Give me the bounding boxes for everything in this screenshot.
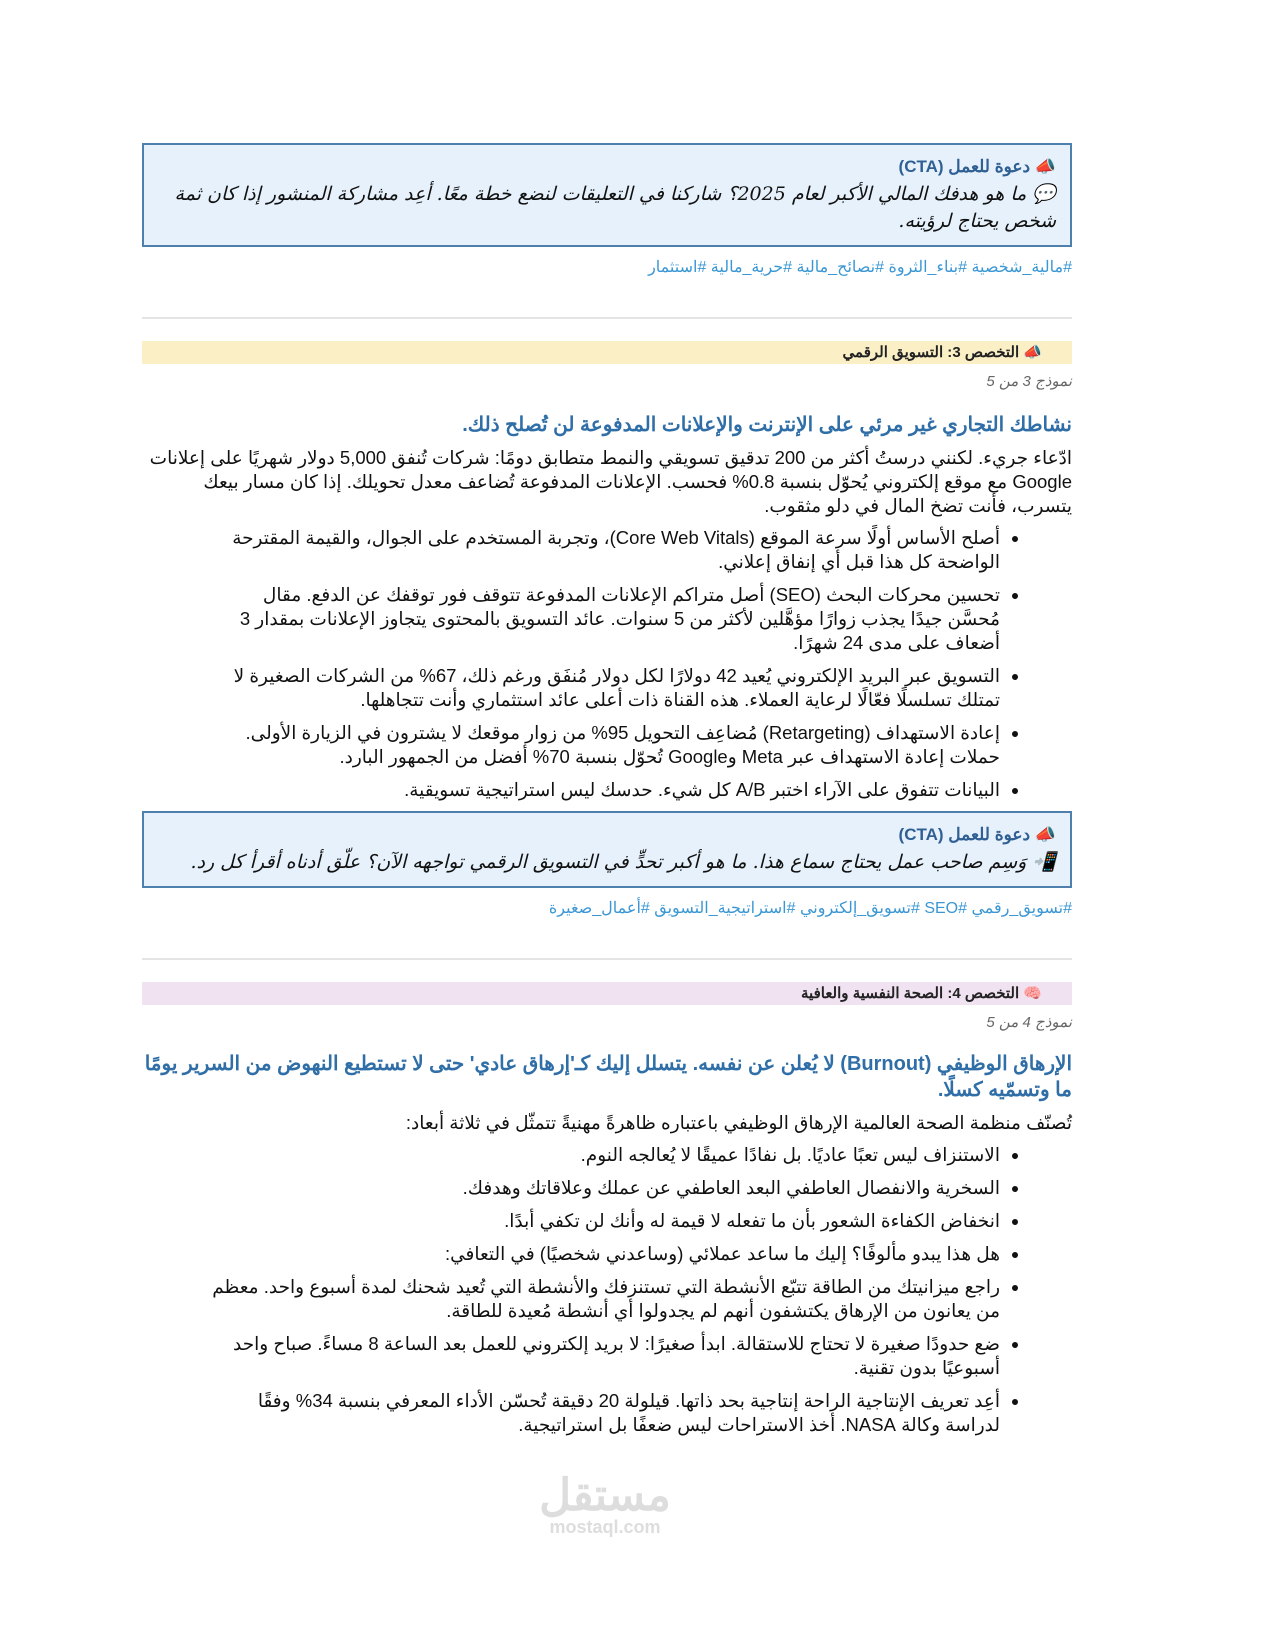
- list-item: • أعِد تعريف الإنتاجية الراحة إنتاجية بحد ذاتها. قيلولة 20 دقيقة تُحسّن الأداء المعرفي بنسبة 34% وفقًا لدراسة وكالة NASA. أخذ الاستراحات ليس ضعفًا بل استراتيجية.: [212, 1389, 1000, 1437]
- hashtags[interactable]: #مالية_شخصية #بناء_الثروة #نصائح_مالية #حرية_مالية #استثمار: [648, 259, 1072, 276]
- document-page: [142, 143, 1072, 1446]
- list-item: • البيانات تتفوق على الآراء اختبر A/B كل شيء. حدسك ليس استراتيجية تسويقية.: [212, 778, 1000, 802]
- bullet-list: [142, 526, 1072, 802]
- divider: [142, 317, 1072, 319]
- watermark-arabic: مستقل: [539, 1471, 671, 1520]
- cta-title: 📣 دعوة للعمل (CTA): [898, 825, 1056, 844]
- cta-title: 📣 دعوة للعمل (CTA): [898, 157, 1056, 176]
- list-item: • السخرية والانفصال العاطفي البعد العاطفي عن عملك وعلاقاتك وهدفك.: [212, 1176, 1000, 1200]
- section-header: 📣 التخصص 3: التسويق الرقمي: [142, 341, 1072, 364]
- model-counter: نموذج 3 من 5: [986, 373, 1072, 390]
- list-item: • أصلح الأساس أولًا سرعة الموقع (Core Web Vitals)، وتجربة المستخدم على الجوال، والقيمة المقترحة الواضحة كل هذا قبل أي إنفاق إعلاني.: [212, 526, 1000, 574]
- watermark-logo: [0, 1470, 1210, 1538]
- list-item: • إعادة الاستهداف (Retargeting) مُضاعِف التحويل 95% من زوار موقعك لا يشترون في الزيارة الأولى. حملات إعادة الاستهداف عبر Meta وGoogle تُحوّل بنسبة 70% أفضل من الجمهور البارد.: [212, 721, 1000, 769]
- section-headline: نشاطك التجاري غير مرئي على الإنترنت والإعلانات المدفوعة لن تُصلح ذلك.: [462, 414, 1072, 436]
- section-paragraph: ادّعاء جريء. لكنني درستُ أكثر من 200 تدقيق تسويقي والنمط متطابق دومًا: شركات تُنفق 5,000 دولار شهريًا على إعلانات Google مع موقع إلكتروني يُحوّل بنسبة 0.8% فحسب. الإعلانات المدفوعة تُضاعف معدل تحويلك. إذا كان مسار بيعك يتسرب، فأنت تضخ المال في دلو مثقوب.: [149, 447, 1072, 516]
- cta-body: 💬 ما هو هدفك المالي الأكبر لعام 2025؟ شاركنا في التعليقات لنضع خطة معًا. أعِد مشاركة المنشور إذا كان ثمة شخص يحتاج لرؤيته.: [174, 183, 1056, 232]
- list-item: • انخفاض الكفاءة الشعور بأن ما تفعله لا قيمة له وأنك لن تكفي أبدًا.: [212, 1209, 1000, 1233]
- list-item: • ضع حدودًا صغيرة لا تحتاج للاستقالة. ابدأ صغيرًا: لا بريد إلكتروني للعمل بعد الساعة 8 مساءً. صباح واحد أسبوعيًا بدون تقنية.: [212, 1332, 1000, 1380]
- bullet-list: [142, 1143, 1072, 1437]
- list-item: • هل هذا يبدو مألوفًا؟ إليك ما ساعد عملائي (وساعدني شخصيًا) في التعافي:: [212, 1242, 1000, 1266]
- list-item: • الاستنزاف ليس تعبًا عاديًا. بل نفادًا عميقًا لا يُعالجه النوم.: [212, 1143, 1000, 1167]
- section-header: 🧠 التخصص 4: الصحة النفسية والعافية: [142, 982, 1072, 1005]
- divider: [142, 958, 1072, 960]
- section-paragraph: تُصنّف منظمة الصحة العالمية الإرهاق الوظيفي باعتباره ظاهرةً مهنيةً تتمثّل في ثلاثة أبعاد:: [405, 1112, 1072, 1133]
- cta-box: [142, 143, 1072, 247]
- model-counter: نموذج 4 من 5: [986, 1014, 1072, 1031]
- hashtags[interactable]: #تسويق_رقمي #SEO #تسويق_إلكتروني #استراتيجية_التسويق #أعمال_صغيرة: [548, 900, 1072, 917]
- watermark-url: mostaql.com: [549, 1517, 661, 1537]
- cta-box: [142, 811, 1072, 888]
- section-headline: الإرهاق الوظيفي (Burnout) لا يُعلن عن نفسه. يتسلل إليك كـ'إرهاق عادي' حتى لا تستطيع النهوض من السرير يومًا ما وتسمّيه كسلًا.: [144, 1053, 1072, 1101]
- list-item: • التسويق عبر البريد الإلكتروني يُعيد 42 دولارًا لكل دولار مُنفَق ورغم ذلك، 67% من الشركات الصغيرة لا تمتلك تسلسلًا فعّالًا لرعاية العملاء. هذه القناة ذات أعلى عائد استثماري وأنت تتجاهلها.: [212, 664, 1000, 712]
- list-item: • راجع ميزانيتك من الطاقة تتبّع الأنشطة التي تستنزفك والأنشطة التي تُعيد شحنك لمدة أسبوع واحد. معظم من يعانون من الإرهاق يكتشفون أنهم لم يجدولوا أي أنشطة مُعيدة للطاقة.: [212, 1275, 1000, 1323]
- cta-body: 📲 وَسِم صاحب عمل يحتاج سماع هذا. ما هو أكبر تحدٍّ في التسويق الرقمي تواجهه الآن؟ علّق أدناه أقرأ كل رد.: [190, 851, 1056, 873]
- list-item: • تحسين محركات البحث (SEO) أصل متراكم الإعلانات المدفوعة تتوقف فور توقفك عن الدفع. مقال مُحسَّن جيدًا يجذب زوارًا مؤهَّلين لأكثر من 5 سنوات. عائد التسويق بالمحتوى يتجاوز الإعلانات بمقدار 3 أضعاف على مدى 24 شهرًا.: [212, 583, 1000, 655]
